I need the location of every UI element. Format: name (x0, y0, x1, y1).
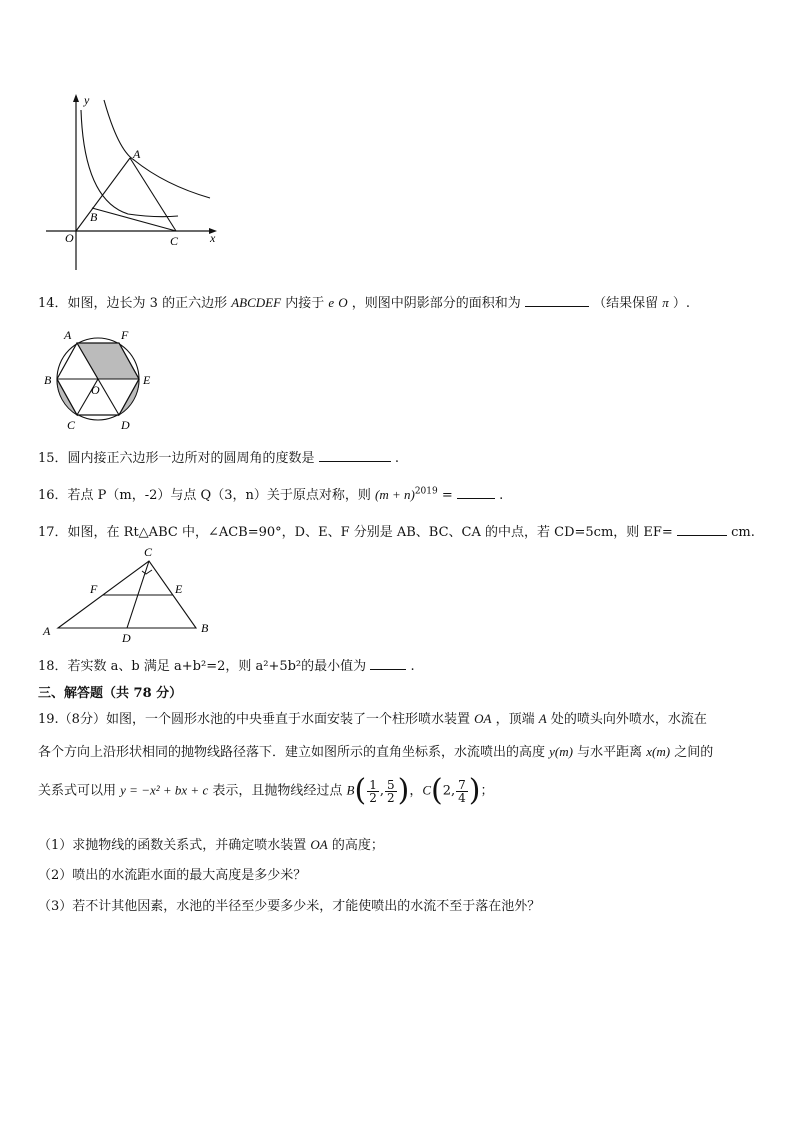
label-A: A (133, 147, 141, 161)
q19-sub-2: （2）喷出的水流距水面的最大高度是多少米？ (38, 868, 307, 883)
q19-sub1-OA: OA (310, 837, 328, 852)
q19-b-num2: 5 (386, 777, 395, 792)
q14-pi: π (662, 295, 669, 310)
q19-point-B: B (346, 782, 355, 798)
q14-tail-a: （结果保留 (593, 296, 659, 311)
q16-expression: (m + n) (375, 487, 415, 502)
label-F: F (90, 582, 98, 596)
q19-line-2 (38, 741, 713, 760)
q19-comma: ， (409, 783, 423, 799)
q19-c-num: 7 (458, 777, 466, 792)
label-B: B (44, 373, 52, 387)
q19-line2b: 与水平距离 (577, 745, 643, 760)
q19-b-den2: 2 (386, 790, 395, 805)
q15-end: . (394, 451, 399, 466)
question-16 (38, 484, 503, 503)
q19-frac-c (456, 779, 468, 804)
q14-tail-b: ）. (672, 296, 691, 311)
q19-ym: y(m) (549, 744, 573, 759)
q19-c-x: 2, (442, 783, 456, 799)
shaded-parallelogram (77, 343, 139, 379)
q16-exponent: 2019 (414, 486, 438, 497)
q15-text: 15．圆内接正六边形一边所对的圆周角的度数是 (38, 451, 315, 466)
q14-answer-blank[interactable] (525, 293, 589, 307)
question-18 (38, 655, 415, 674)
label-C: C (67, 418, 76, 431)
q19-line3-text: 关系式可以用 (38, 783, 117, 799)
label-y: y (84, 93, 90, 107)
q19-line2c: 之间的 (674, 745, 714, 760)
outer-hyperbola (104, 100, 210, 198)
label-O: O (91, 383, 100, 397)
q19-point-C: C (422, 782, 432, 798)
q14-circle-O: O (338, 295, 348, 310)
label-O: O (65, 231, 74, 245)
inner-hyperbola (81, 110, 178, 217)
label-C: C (170, 234, 179, 248)
q19-b-den1: 2 (369, 790, 377, 805)
q17-text: 17．如图，在 Rt△ABC 中，∠ACB=90°，D、E、F 分别是 AB、BC、CA 的中点，若 CD=5cm，则 EF= (38, 525, 673, 540)
q19-sub-3: （3）若不计其他因素，水池的半径至少要多少米，才能使喷出的水流不至于落在池外？ (38, 899, 541, 914)
segment-OA (76, 158, 130, 231)
q19-frac-b1 (367, 779, 379, 804)
right-angle-mark (142, 570, 152, 574)
q19-sub-1 (38, 834, 384, 853)
label-C: C (144, 545, 153, 559)
q18-end: . (410, 659, 415, 674)
figure-14-hexagon (40, 326, 165, 431)
y-axis-arrow (73, 94, 79, 102)
q19-line1-text: 19.（8分）如图，一个圆形水池的中央垂直于水面安装了一个柱形喷水装置 (38, 712, 470, 727)
q15-answer-blank[interactable] (319, 448, 391, 462)
segment-OD (98, 379, 119, 415)
question-17 (38, 521, 755, 540)
label-A: A (43, 624, 51, 638)
q14-prefix: 14．如图，边长为 3 的正六边形 (38, 296, 228, 311)
q19-paren-open-B: ( (354, 773, 367, 808)
label-D: D (121, 418, 130, 431)
q19-formula: y = −x² + bx + c (120, 782, 209, 798)
q19-paren-close-C: ) (468, 773, 481, 808)
q17-unit: cm. (731, 525, 755, 540)
q16-equals: = (441, 488, 453, 503)
label-B: B (201, 621, 209, 635)
q19-line3b: 表示，且抛物线经过点 (212, 783, 343, 799)
figure-13-graph (40, 90, 225, 275)
q19-semicolon: ； (480, 783, 494, 799)
q14-circle-symbol: e (328, 295, 335, 310)
q14-suffix: ，则图中阴影部分的面积和为 (351, 296, 521, 311)
label-D: D (122, 631, 131, 644)
q16-text: 16．若点 P（m，-2）与点 Q（3，n）关于原点对称，则 (38, 488, 371, 503)
q19-line2-text: 各个方向上沿形状相同的抛物线路径落下．建立如图所示的直角坐标系，水流喷出的高度 (38, 745, 546, 760)
q19-c-den: 4 (458, 790, 466, 805)
q19-xm: x(m) (646, 744, 671, 759)
label-x: x (210, 231, 216, 245)
label-A: A (64, 328, 72, 342)
q19-line1b: ，顶端 (495, 712, 535, 727)
label-F: F (121, 328, 129, 342)
q19-A: A (538, 711, 547, 726)
q18-answer-blank[interactable] (370, 656, 406, 670)
figure-17-triangle (38, 544, 218, 644)
q19-b-num1: 1 (369, 777, 377, 792)
q19-paren-open-C: ( (431, 773, 443, 808)
label-E: E (143, 373, 151, 387)
question-15 (38, 447, 399, 466)
q19-sub1-end: 的高度； (331, 838, 384, 853)
q19-OA: OA (474, 711, 492, 726)
section-3-title: 三、解答题（共 78 分） (38, 686, 183, 701)
q17-answer-blank[interactable] (677, 522, 727, 536)
q14-polygon: ABCDEF (231, 295, 282, 310)
q19-sub1-text: （1）求抛物线的函数关系式，并确定喷水装置 (38, 838, 307, 853)
q18-text: 18．若实数 a、b 满足 a+b²=2，则 a²+5b²的最小值为 (38, 659, 367, 674)
q19-paren-close-B: ) (397, 773, 410, 808)
label-B: B (90, 210, 98, 224)
q19-line-3: 关系式可以用 y = −x² + bx + c 表示，且抛物线经过点 B( $\frac{1}{2}$ , $\frac{5}{2}$ )，C(2, $\frac{7}{4}$ )； (38, 773, 494, 808)
q16-end: . (499, 488, 504, 503)
q19-line-1 (38, 708, 707, 727)
q19-line1c: 处的喷头向外喷水，水流在 (550, 712, 707, 727)
label-E: E (175, 582, 183, 596)
q16-answer-blank[interactable] (457, 485, 495, 499)
question-14 (38, 292, 690, 311)
q19-frac-b2 (385, 779, 397, 804)
q14-mid: 内接于 (285, 296, 325, 311)
